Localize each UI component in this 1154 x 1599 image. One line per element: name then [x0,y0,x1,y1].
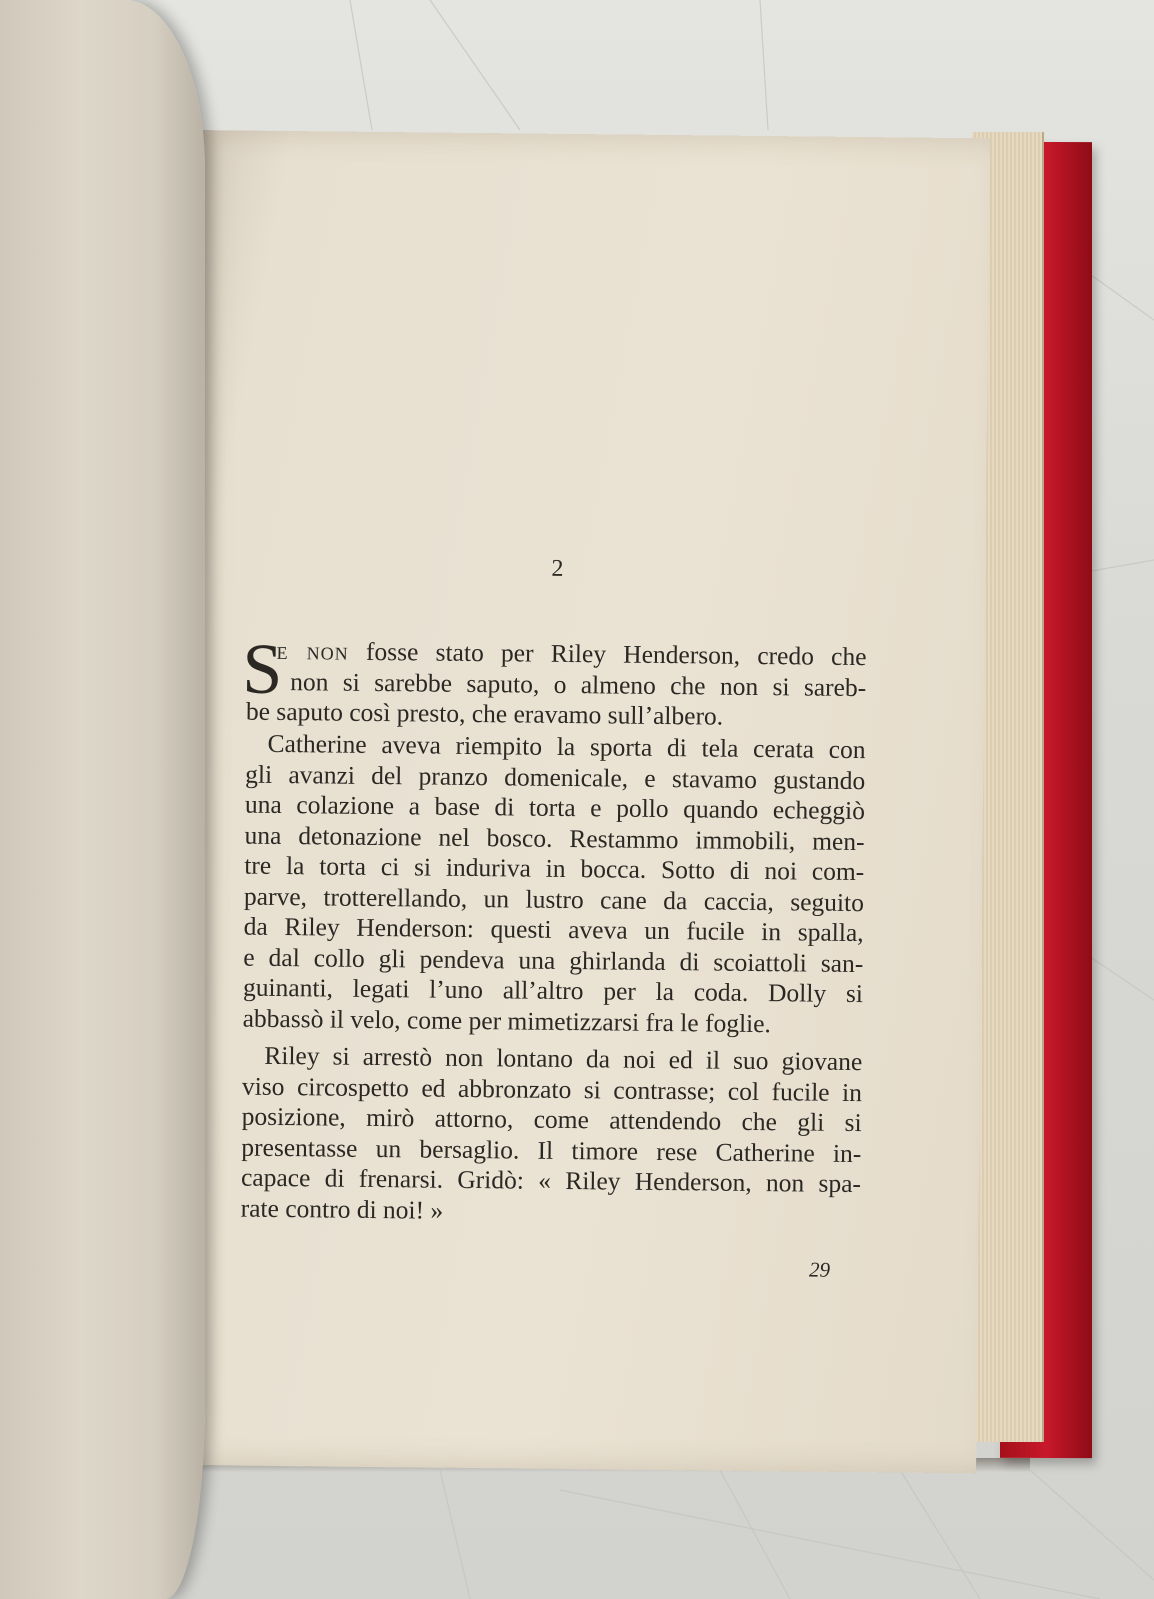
line-text: fosse stato per Riley Henderson, credo che [365,636,867,672]
paragraph-line: tre la torta ci si induriva in bocca. Sotto di noi com- [244,850,865,887]
paragraph-1-line-3: be saputo così presto, che eravamo sull’albero. [245,696,724,731]
chapter-number: 2 [551,555,564,582]
page-number: 29 [808,1257,831,1282]
paragraph-line: una colazione a base di torta e pollo quando echeggiò [244,789,866,826]
paragraph-line: gli avanzi del pranzo domenicale, e stavamo gustando [245,759,866,795]
paragraph-1-line-2: non si sarebbe saputo, o almeno che non si sareb- [290,666,867,702]
paragraph-line: Riley si arrestò non lontano da noi ed il suo giovane [264,1040,863,1077]
paragraph-line: Catherine aveva riempito la sporta di tela cerata con [267,728,866,765]
curled-left-page [0,0,205,1599]
paragraph-2 [243,729,866,1040]
paragraph-line: rate contro di noi! » [240,1193,444,1225]
paragraph-line: presentasse un bersaglio. Il timore rese Catherine in- [241,1132,862,1168]
paragraph-line: da Riley Henderson: questi aveva un fucile in spalla, [243,911,864,948]
paragraph-line: posizione, mirò attorno, come attendendo che gli si [241,1101,862,1138]
paragraph-line: e dal collo gli pendeva una ghirlanda di scoiattoli san- [243,942,864,978]
book-page [176,130,990,1473]
paragraph-line: abbassò il velo, come per mimetizzarsi fra le foglie. [242,1003,772,1038]
paragraph-line: parve, trotterellando, un lustro cane da caccia, seguito [243,881,865,917]
paragraph-1 [241,628,867,734]
opening-small-caps: e non [276,635,349,666]
paragraph-3 [241,1041,863,1230]
paragraph-line: una detonazione nel bosco. Restammo immobili, men- [244,820,865,856]
paragraph-line: capace di frenarsi. Gridò: « Riley Henderson, non spa- [240,1162,862,1199]
drop-cap: S [241,628,283,709]
paragraph-line: guinanti, legati l’uno all’altro per la coda. Dolly si [242,972,864,1009]
paragraph-line: viso circospetto ed abbronzato si contrasse; col fucile in [241,1071,863,1107]
